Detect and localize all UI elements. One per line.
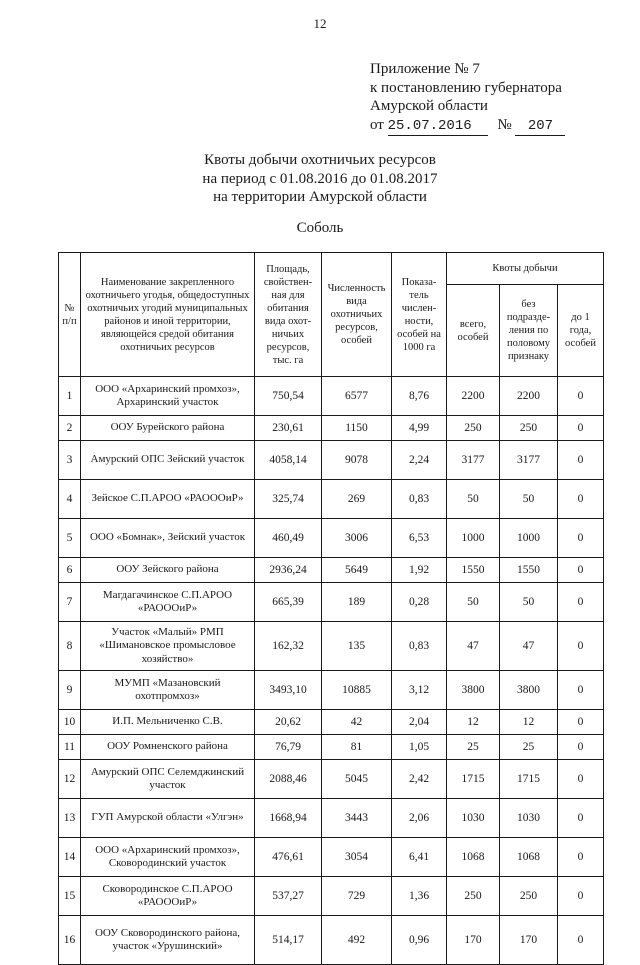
row-total: 50 (447, 583, 500, 622)
row-area: 2088,46 (255, 760, 322, 799)
row-total: 1068 (447, 838, 500, 877)
table-row (59, 735, 604, 760)
row-total: 3800 (447, 671, 500, 710)
row-number: 1 (59, 377, 81, 416)
row-population: 3006 (322, 519, 392, 558)
row-under-1: 0 (558, 671, 604, 710)
row-number: 6 (59, 558, 81, 583)
row-area: 20,62 (255, 710, 322, 735)
header-no-sex: без подразде-ления по половому признаку (500, 285, 558, 377)
row-under-1: 0 (558, 441, 604, 480)
row-population: 5649 (322, 558, 392, 583)
row-no-sex: 1000 (500, 519, 558, 558)
row-under-1: 0 (558, 622, 604, 671)
row-name: ООУ Бурейского района (81, 416, 255, 441)
appendix-title: Приложение № 7 (370, 61, 480, 77)
row-total: 1550 (447, 558, 500, 583)
row-no-sex: 12 (500, 710, 558, 735)
table-row (59, 799, 604, 838)
table-row (59, 877, 604, 916)
row-number: 14 (59, 838, 81, 877)
row-density: 0,96 (392, 916, 447, 965)
row-under-1: 0 (558, 916, 604, 965)
header-population: Численность вида охотничьих ресурсов, особей (322, 253, 392, 377)
row-under-1: 0 (558, 583, 604, 622)
row-area: 460,49 (255, 519, 322, 558)
row-density: 8,76 (392, 377, 447, 416)
row-area: 325,74 (255, 480, 322, 519)
row-number: 5 (59, 519, 81, 558)
row-number: 7 (59, 583, 81, 622)
row-name: МУМП «Мазановский охотпромхоз» (81, 671, 255, 710)
row-total: 250 (447, 877, 500, 916)
row-number: 8 (59, 622, 81, 671)
row-name: ООУ Сковородинского района, участок «Урушинский» (81, 916, 255, 965)
row-no-sex: 2200 (500, 377, 558, 416)
row-no-sex: 1550 (500, 558, 558, 583)
row-area: 230,61 (255, 416, 322, 441)
header-density: Показа-тель числен-ности, особей на 1000 га (392, 253, 447, 377)
row-number: 16 (59, 916, 81, 965)
row-name: Амурский ОПС Зейский участок (81, 441, 255, 480)
row-area: 476,61 (255, 838, 322, 877)
row-population: 492 (322, 916, 392, 965)
row-name: Сковородинское С.П.АРОО «РАОООиР» (81, 877, 255, 916)
row-number: 4 (59, 480, 81, 519)
row-area: 4058,14 (255, 441, 322, 480)
document-title (0, 151, 640, 207)
appendix-block (370, 60, 630, 136)
row-total: 1715 (447, 760, 500, 799)
row-name: ООУ Ромненского района (81, 735, 255, 760)
row-name: Магдагачинское С.П.АРОО «РАОООиР» (81, 583, 255, 622)
table-row (59, 622, 604, 671)
row-density: 0,83 (392, 622, 447, 671)
row-total: 1000 (447, 519, 500, 558)
row-area: 514,17 (255, 916, 322, 965)
row-total: 50 (447, 480, 500, 519)
row-total: 25 (447, 735, 500, 760)
row-name: ООО «Архаринский промхоз», Сковородинский участок (81, 838, 255, 877)
row-name: ГУП Амурской области «Улгэн» (81, 799, 255, 838)
row-density: 0,28 (392, 583, 447, 622)
row-population: 6577 (322, 377, 392, 416)
table-row (59, 916, 604, 965)
row-name: Амурский ОПС Селемджинский участок (81, 760, 255, 799)
row-no-sex: 1030 (500, 799, 558, 838)
row-no-sex: 50 (500, 480, 558, 519)
row-density: 2,06 (392, 799, 447, 838)
row-population: 3443 (322, 799, 392, 838)
row-population: 135 (322, 622, 392, 671)
row-total: 170 (447, 916, 500, 965)
row-number: 15 (59, 877, 81, 916)
row-density: 2,04 (392, 710, 447, 735)
row-under-1: 0 (558, 480, 604, 519)
page-number: 12 (313, 16, 327, 31)
row-area: 2936,24 (255, 558, 322, 583)
row-population: 9078 (322, 441, 392, 480)
row-number: 2 (59, 416, 81, 441)
row-under-1: 0 (558, 799, 604, 838)
row-under-1: 0 (558, 416, 604, 441)
row-population: 81 (322, 735, 392, 760)
number-label: № (497, 116, 512, 133)
header-name: Наименование закрепленного охотничьего угодья, общедоступных охотничьих угодий муниципальных районов и иной территории, являющейся средой обитания охотничьих ресурсов (81, 253, 255, 377)
table-row (59, 710, 604, 735)
table-row (59, 416, 604, 441)
row-name: ООО «Архаринский промхоз», Архаринский участок (81, 377, 255, 416)
row-under-1: 0 (558, 760, 604, 799)
row-population: 189 (322, 583, 392, 622)
row-population: 729 (322, 877, 392, 916)
table-row (59, 519, 604, 558)
row-under-1: 0 (558, 877, 604, 916)
row-under-1: 0 (558, 377, 604, 416)
row-under-1: 0 (558, 519, 604, 558)
row-name: Зейское С.П.АРОО «РАОООиР» (81, 480, 255, 519)
row-no-sex: 1715 (500, 760, 558, 799)
table-row (59, 838, 604, 877)
row-total: 12 (447, 710, 500, 735)
table-row (59, 441, 604, 480)
row-area: 750,54 (255, 377, 322, 416)
row-population: 1150 (322, 416, 392, 441)
row-under-1: 0 (558, 838, 604, 877)
row-density: 6,41 (392, 838, 447, 877)
appendix-region: Амурской области (370, 98, 488, 114)
table-row (59, 480, 604, 519)
row-area: 162,32 (255, 622, 322, 671)
row-name: ООУ Зейского района (81, 558, 255, 583)
date-prefix: от (370, 116, 384, 133)
row-number: 3 (59, 441, 81, 480)
header-num: № п/п (59, 253, 81, 377)
row-number: 12 (59, 760, 81, 799)
row-no-sex: 3800 (500, 671, 558, 710)
row-no-sex: 47 (500, 622, 558, 671)
row-population: 5045 (322, 760, 392, 799)
species-subtitle: Соболь (296, 220, 344, 236)
row-name: ООО «Бомнак», Зейский участок (81, 519, 255, 558)
table-row (59, 760, 604, 799)
row-no-sex: 3177 (500, 441, 558, 480)
row-total: 47 (447, 622, 500, 671)
row-density: 0,83 (392, 480, 447, 519)
row-population: 269 (322, 480, 392, 519)
row-no-sex: 50 (500, 583, 558, 622)
header-area: Площадь, свойствен-ная для обитания вида охот-ничьих ресурсов, тыс. га (255, 253, 322, 377)
row-no-sex: 250 (500, 877, 558, 916)
appendix-reference: к постановлению губернатора (370, 79, 562, 96)
quota-table (58, 252, 604, 965)
row-density: 3,12 (392, 671, 447, 710)
title-line-1: Квоты добычи охотничьих ресурсов (204, 152, 436, 168)
row-density: 1,92 (392, 558, 447, 583)
row-total: 2200 (447, 377, 500, 416)
table-row (59, 583, 604, 622)
row-density: 1,05 (392, 735, 447, 760)
row-area: 665,39 (255, 583, 322, 622)
row-no-sex: 1068 (500, 838, 558, 877)
row-area: 3493,10 (255, 671, 322, 710)
row-under-1: 0 (558, 558, 604, 583)
row-total: 1030 (447, 799, 500, 838)
row-no-sex: 250 (500, 416, 558, 441)
row-density: 2,24 (392, 441, 447, 480)
table-row (59, 558, 604, 583)
title-line-2: на период с 01.08.2016 до 01.08.2017 (202, 170, 438, 187)
row-no-sex: 170 (500, 916, 558, 965)
row-number: 11 (59, 735, 81, 760)
decree-number: 207 (515, 117, 565, 137)
appendix-date-line (370, 116, 630, 137)
table-row (59, 671, 604, 710)
row-total: 250 (447, 416, 500, 441)
table-row (59, 377, 604, 416)
row-density: 1,36 (392, 877, 447, 916)
decree-date: 25.07.2016 (388, 117, 488, 137)
row-name: Участок «Малый» РМП «Шимановское промысловое хозяйство» (81, 622, 255, 671)
row-population: 42 (322, 710, 392, 735)
row-under-1: 0 (558, 735, 604, 760)
row-density: 4,99 (392, 416, 447, 441)
row-under-1: 0 (558, 710, 604, 735)
header-total: всего, особей (447, 285, 500, 377)
row-density: 6,53 (392, 519, 447, 558)
row-area: 537,27 (255, 877, 322, 916)
row-number: 13 (59, 799, 81, 838)
row-total: 3177 (447, 441, 500, 480)
row-number: 10 (59, 710, 81, 735)
row-area: 1668,94 (255, 799, 322, 838)
row-population: 10885 (322, 671, 392, 710)
row-population: 3054 (322, 838, 392, 877)
header-quotas: Квоты добычи (447, 253, 604, 285)
header-under-1: до 1 года, особей (558, 285, 604, 377)
row-number: 9 (59, 671, 81, 710)
row-area: 76,79 (255, 735, 322, 760)
title-line-3: на территории Амурской области (213, 189, 427, 205)
row-name: И.П. Мельниченко С.В. (81, 710, 255, 735)
row-no-sex: 25 (500, 735, 558, 760)
row-density: 2,42 (392, 760, 447, 799)
